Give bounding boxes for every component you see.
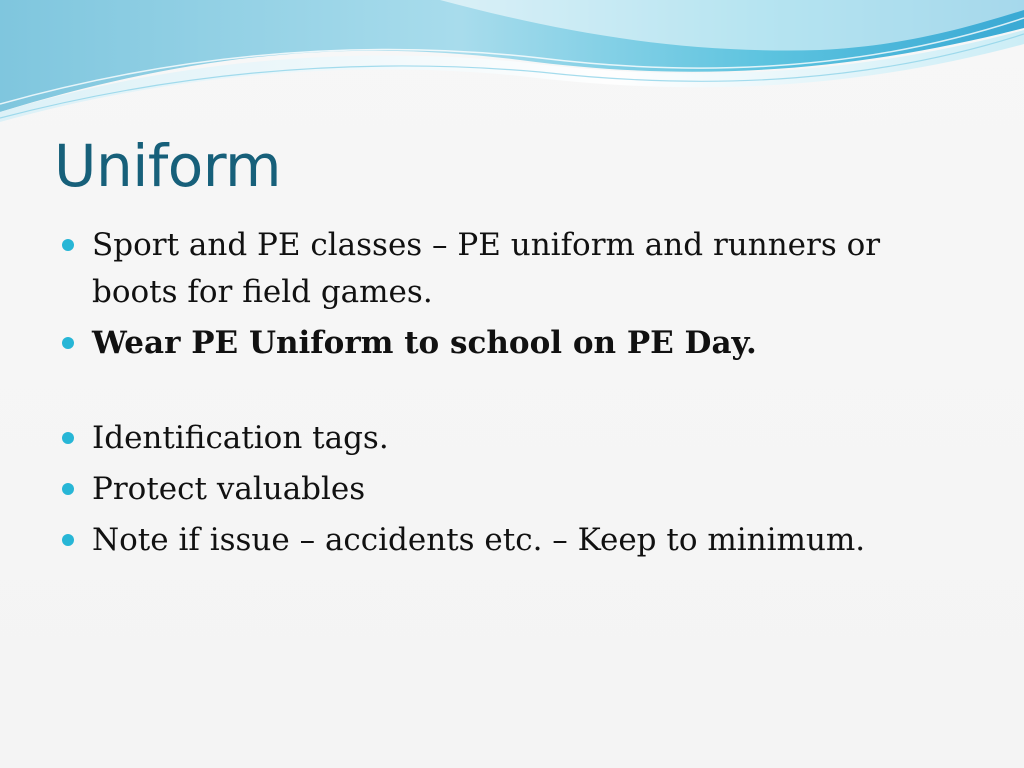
bullet-dot-icon (62, 483, 74, 495)
bullet-text: Protect valuables (92, 471, 366, 507)
list-item (62, 415, 922, 462)
bullet-dot-icon (62, 337, 74, 349)
bullet-text: Sport and PE classes – PE uniform and runners or boots for field games. (92, 227, 881, 310)
list-item (62, 320, 922, 367)
list-item (62, 517, 922, 564)
list-item (62, 222, 922, 316)
list-item (62, 466, 922, 513)
bullet-dot-icon (62, 432, 74, 444)
slide-title: Uniform (54, 132, 282, 200)
bullet-text: Identification tags. (92, 420, 389, 456)
bullet-list (62, 222, 922, 568)
bullet-text: Note if issue – accidents etc. – Keep to minimum. (92, 522, 866, 558)
header-wave-decoration (0, 0, 1024, 130)
bullet-text: Wear PE Uniform to school on PE Day. (92, 325, 757, 361)
bullet-dot-icon (62, 239, 74, 251)
bullet-dot-icon (62, 534, 74, 546)
